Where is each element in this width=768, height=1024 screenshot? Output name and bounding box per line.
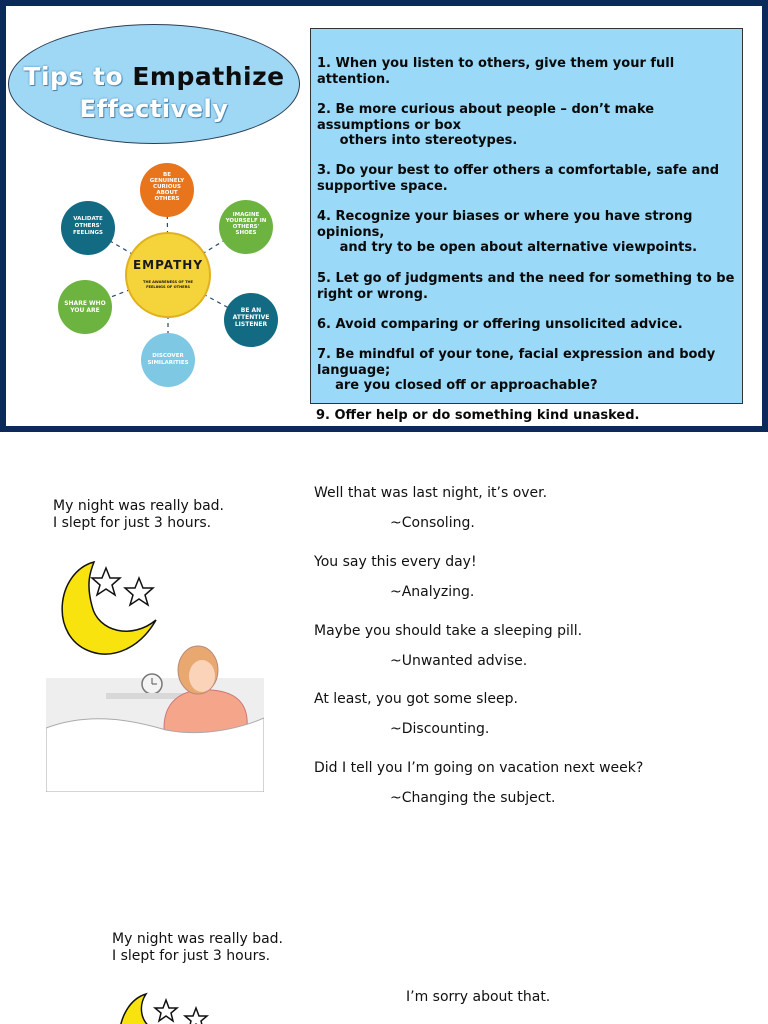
example1-statement: My night was really bad. I slept for just 3 hours. [53,498,225,531]
node-listener-label: BE AN ATTENTIVE LISTENER [232,307,270,328]
person-face [189,660,215,692]
node-share-label: SHARE WHO YOU ARE [64,300,106,314]
tip-2: 2. Be more curious about people – don’t make assumptions or box others into stereotypes. [317,102,655,148]
center-subtitle: THE AWARENESS OF THE FEELINGS OF OTHERS [143,280,193,289]
node-validate-label: VALIDATE OTHERS' FEELINGS [73,216,103,236]
node-similarities [141,333,195,387]
response-2-label: ~Analyzing. [390,584,475,600]
tip-4: 4. Recognize your biases or where you have strong opinions, and try to be open about alternative viewpoints. [317,209,698,255]
example2-statement: My night was really bad. I slept for just 3 hours. [112,931,284,964]
tip-9: 9. Offer help or do something kind unasked. [316,408,640,423]
node-validate [61,201,115,255]
response-4-text: At least, you got some sleep. [314,691,518,707]
tips-box [310,28,743,404]
tip-3: 3. Do your best to offer others a comfortable, safe and supportive space. [317,163,724,194]
star-icon [185,1008,207,1024]
poster-title-part2: Empathize [132,62,285,91]
star-icon [125,578,153,605]
tip-7: 7. Be mindful of your tone, facial expression and body language; are you closed off or approachable? [317,347,716,393]
bed-blanket [46,718,264,792]
response-4-label: ~Discounting. [390,721,490,737]
poster-title-badge [8,24,300,144]
response-3-text: Maybe you should take a sleeping pill. [314,623,583,639]
poster-title-part1: Tips to [23,62,124,91]
response-1-label: ~Consoling. [390,515,475,531]
response-5-text: Did I tell you I’m going on vacation next week? [314,760,644,776]
tip-1: 1. When you listen to others, give them your full attention. [317,56,679,87]
node-similarities-label: DISCOVER SIMILARITIES [147,353,189,366]
poster-title-line1 [9,62,299,91]
empathy-diagram [50,158,290,398]
center-empathy [126,233,210,317]
poster-title-line2: Effectively [79,95,229,123]
alarm-clock-icon [142,674,162,694]
star-icon [155,1000,177,1021]
response-3-label: ~Unwanted advise. [390,653,528,669]
example2-response: I’m sorry about that. [406,989,551,1005]
moon-stars-illustration [116,990,226,1024]
node-curious [140,163,194,217]
node-curious-label: BE GENUINELY CURIOUS ABOUT OTHERS [149,172,185,202]
star-icon [92,568,120,595]
response-1-text: Well that was last night, it’s over. [314,485,548,501]
node-listener [224,293,278,347]
tip-5: 5. Let go of judgments and the need for something to be right or wrong. [317,271,739,302]
node-share [58,280,112,334]
response-2-text: You say this every day! [314,554,477,570]
response-5-label: ~Changing the subject. [390,790,556,806]
tip-6: 6. Avoid comparing or offering unsolicited advice. [317,317,683,332]
center-circle [126,233,210,317]
center-title: EMPATHY [132,258,204,272]
node-imagine-label: IMAGINE YOURSELF IN OTHERS' SHOES [225,212,267,236]
node-imagine [219,200,273,254]
sleepless-illustration [46,558,264,792]
moon-icon [120,994,156,1024]
